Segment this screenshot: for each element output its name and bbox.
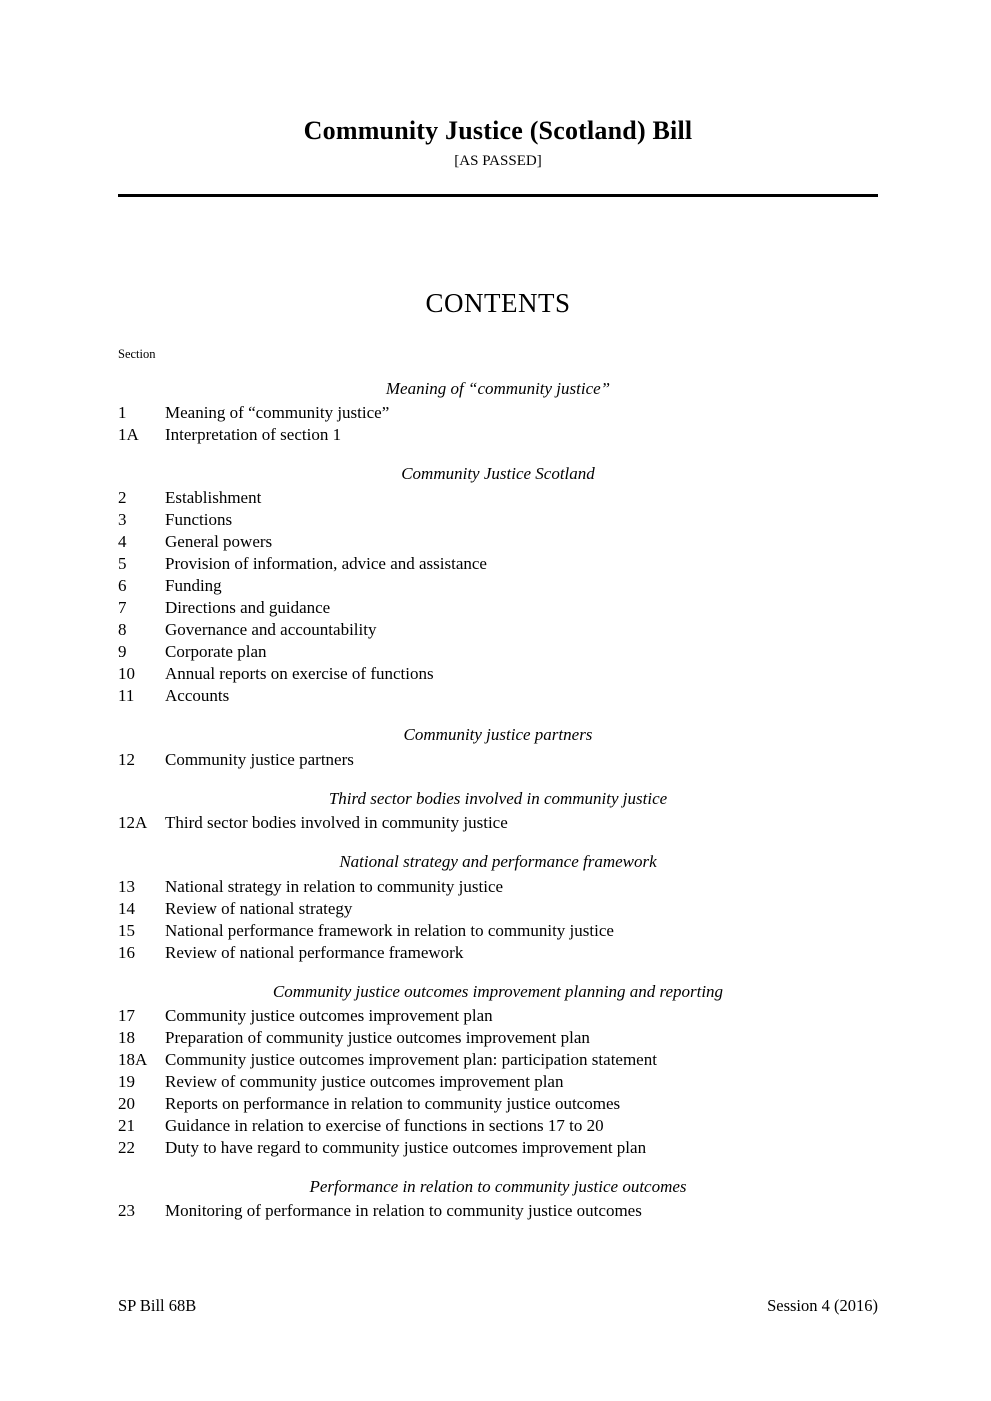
toc-entry-number: 12A <box>118 813 148 833</box>
toc-entry-number: 6 <box>118 576 127 596</box>
toc-entry-list <box>118 402 878 446</box>
toc-group-heading: Community justice outcomes improvement planning and reporting <box>272 981 724 1001</box>
toc-entry-number: 15 <box>118 920 135 940</box>
toc-group-heading: Community Justice Scotland <box>401 463 595 483</box>
toc-entry[interactable] <box>118 812 878 834</box>
toc-entry-number: 3 <box>118 510 127 530</box>
toc-group <box>118 834 878 963</box>
toc-entry-title: Reports on performance in relation to community justice outcomes <box>165 1093 621 1113</box>
toc-entry-title: Functions <box>165 510 233 530</box>
toc-entry-list <box>118 812 878 834</box>
toc-group <box>118 964 878 1159</box>
toc-entry-title: Interpretation of section 1 <box>165 424 342 444</box>
toc-entry-number: 18 <box>118 1027 135 1047</box>
toc-group <box>118 1159 878 1222</box>
toc-entry[interactable] <box>118 1137 878 1159</box>
toc-entry-title: Review of community justice outcomes improvement plan <box>165 1071 564 1091</box>
toc-entry[interactable] <box>118 575 878 597</box>
toc-group <box>118 707 878 770</box>
toc-entry-number: 18A <box>118 1049 148 1069</box>
toc-entry[interactable] <box>118 531 878 553</box>
toc-entry-number: 14 <box>118 898 135 918</box>
toc-entry-title: Duty to have regard to community justice outcomes improvement plan <box>165 1137 647 1157</box>
section-column-label: Section <box>118 346 156 361</box>
toc-entry-title: Third sector bodies involved in community justice <box>165 813 508 833</box>
toc-entry-list <box>118 876 878 964</box>
toc-entry-number: 21 <box>118 1115 135 1135</box>
toc-entry[interactable] <box>118 597 878 619</box>
toc-entry-number: 19 <box>118 1071 135 1091</box>
toc-entry-number: 20 <box>118 1093 135 1113</box>
toc-entry-title: Community justice outcomes improvement plan <box>165 1005 493 1025</box>
toc-entry-title: Provision of information, advice and assistance <box>165 554 487 574</box>
toc-entry-title: National performance framework in relation to community justice <box>165 920 614 940</box>
toc-entry[interactable] <box>118 424 878 446</box>
toc-entry[interactable] <box>118 920 878 942</box>
toc-entry[interactable] <box>118 898 878 920</box>
toc-entry[interactable] <box>118 1049 878 1071</box>
toc-entry-number: 2 <box>118 488 127 508</box>
toc-entry-number: 11 <box>118 686 135 706</box>
toc-entry[interactable] <box>118 685 878 707</box>
toc-entry-title: Directions and guidance <box>165 598 331 618</box>
toc-entry-number: 23 <box>118 1201 135 1221</box>
toc-entry-list <box>118 1200 878 1222</box>
toc-entry-title: Establishment <box>165 488 262 508</box>
toc-entry-title: Annual reports on exercise of functions <box>165 664 434 684</box>
toc-entry-title: Meaning of “community justice” <box>165 402 390 422</box>
toc-entry-number: 22 <box>118 1137 135 1157</box>
bill-stage-label: [AS PASSED] <box>454 152 542 169</box>
toc-entry[interactable] <box>118 1071 878 1093</box>
toc-entry-title: Corporate plan <box>165 642 267 662</box>
toc-entry-number: 9 <box>118 642 127 662</box>
toc-entry[interactable] <box>118 509 878 531</box>
toc-entry-number: 1 <box>118 402 127 422</box>
toc-entry-number: 13 <box>118 876 135 896</box>
toc-entry-number: 5 <box>118 554 127 574</box>
toc-entry[interactable] <box>118 641 878 663</box>
toc-entry[interactable] <box>118 619 878 641</box>
page-footer <box>118 1296 878 1316</box>
toc-entry-list <box>118 1005 878 1159</box>
toc-group-heading: Third sector bodies involved in community justice <box>328 788 668 808</box>
toc-entry-number: 1A <box>118 424 139 444</box>
toc-entry[interactable] <box>118 553 878 575</box>
toc-entry[interactable] <box>118 402 878 424</box>
masthead <box>118 0 878 170</box>
toc-entry[interactable] <box>118 1093 878 1115</box>
toc-entry[interactable] <box>118 876 878 898</box>
page-title: Community Justice (Scotland) Bill <box>303 116 693 145</box>
contents-heading: CONTENTS <box>425 287 571 318</box>
toc-entry-number: 16 <box>118 942 135 962</box>
toc-group-heading: Meaning of “community justice” <box>385 378 611 398</box>
toc-entry-title: National strategy in relation to community justice <box>165 876 504 896</box>
toc-group <box>118 362 878 446</box>
toc-entry-title: General powers <box>165 532 273 552</box>
toc-entry-number: 7 <box>118 598 127 618</box>
toc-entry[interactable] <box>118 487 878 509</box>
toc-entry-list <box>118 487 878 707</box>
toc-entry-number: 8 <box>118 620 127 640</box>
toc-entry[interactable] <box>118 749 878 771</box>
toc-entry-title: Community justice partners <box>165 749 354 769</box>
table-of-contents <box>118 362 878 1223</box>
toc-entry-title: Accounts <box>165 686 230 706</box>
toc-group <box>118 771 878 834</box>
toc-entry-title: Review of national strategy <box>165 898 353 918</box>
toc-entry-title: Community justice outcomes improvement plan: participation statement <box>165 1049 657 1069</box>
toc-entry-title: Monitoring of performance in relation to community justice outcomes <box>165 1201 642 1221</box>
toc-entry-title: Preparation of community justice outcomes improvement plan <box>165 1027 590 1047</box>
toc-entry[interactable] <box>118 1027 878 1049</box>
toc-entry-title: Review of national performance framework <box>165 942 464 962</box>
toc-group-heading: Community justice partners <box>403 725 593 745</box>
toc-entry[interactable] <box>118 1115 878 1137</box>
toc-entry[interactable] <box>118 942 878 964</box>
toc-entry-number: 10 <box>118 664 135 684</box>
toc-entry-title: Funding <box>165 576 222 596</box>
toc-group <box>118 446 878 707</box>
toc-entry[interactable] <box>118 663 878 685</box>
toc-entry-number: 17 <box>118 1005 135 1025</box>
bill-number: SP Bill 68B <box>118 1296 197 1315</box>
toc-entry-list <box>118 749 878 771</box>
toc-entry-title: Governance and accountability <box>165 620 377 640</box>
toc-entry[interactable] <box>118 1200 878 1222</box>
toc-entry-title: Guidance in relation to exercise of functions in sections 17 to 20 <box>165 1115 604 1135</box>
toc-entry[interactable] <box>118 1005 878 1027</box>
session-label: Session 4 (2016) <box>767 1296 878 1315</box>
toc-entry-number: 4 <box>118 532 127 552</box>
toc-entry-number: 12 <box>118 749 135 769</box>
toc-group-heading: National strategy and performance framework <box>339 852 657 872</box>
document-page <box>118 0 878 1401</box>
toc-group-heading: Performance in relation to community justice outcomes <box>309 1176 687 1196</box>
